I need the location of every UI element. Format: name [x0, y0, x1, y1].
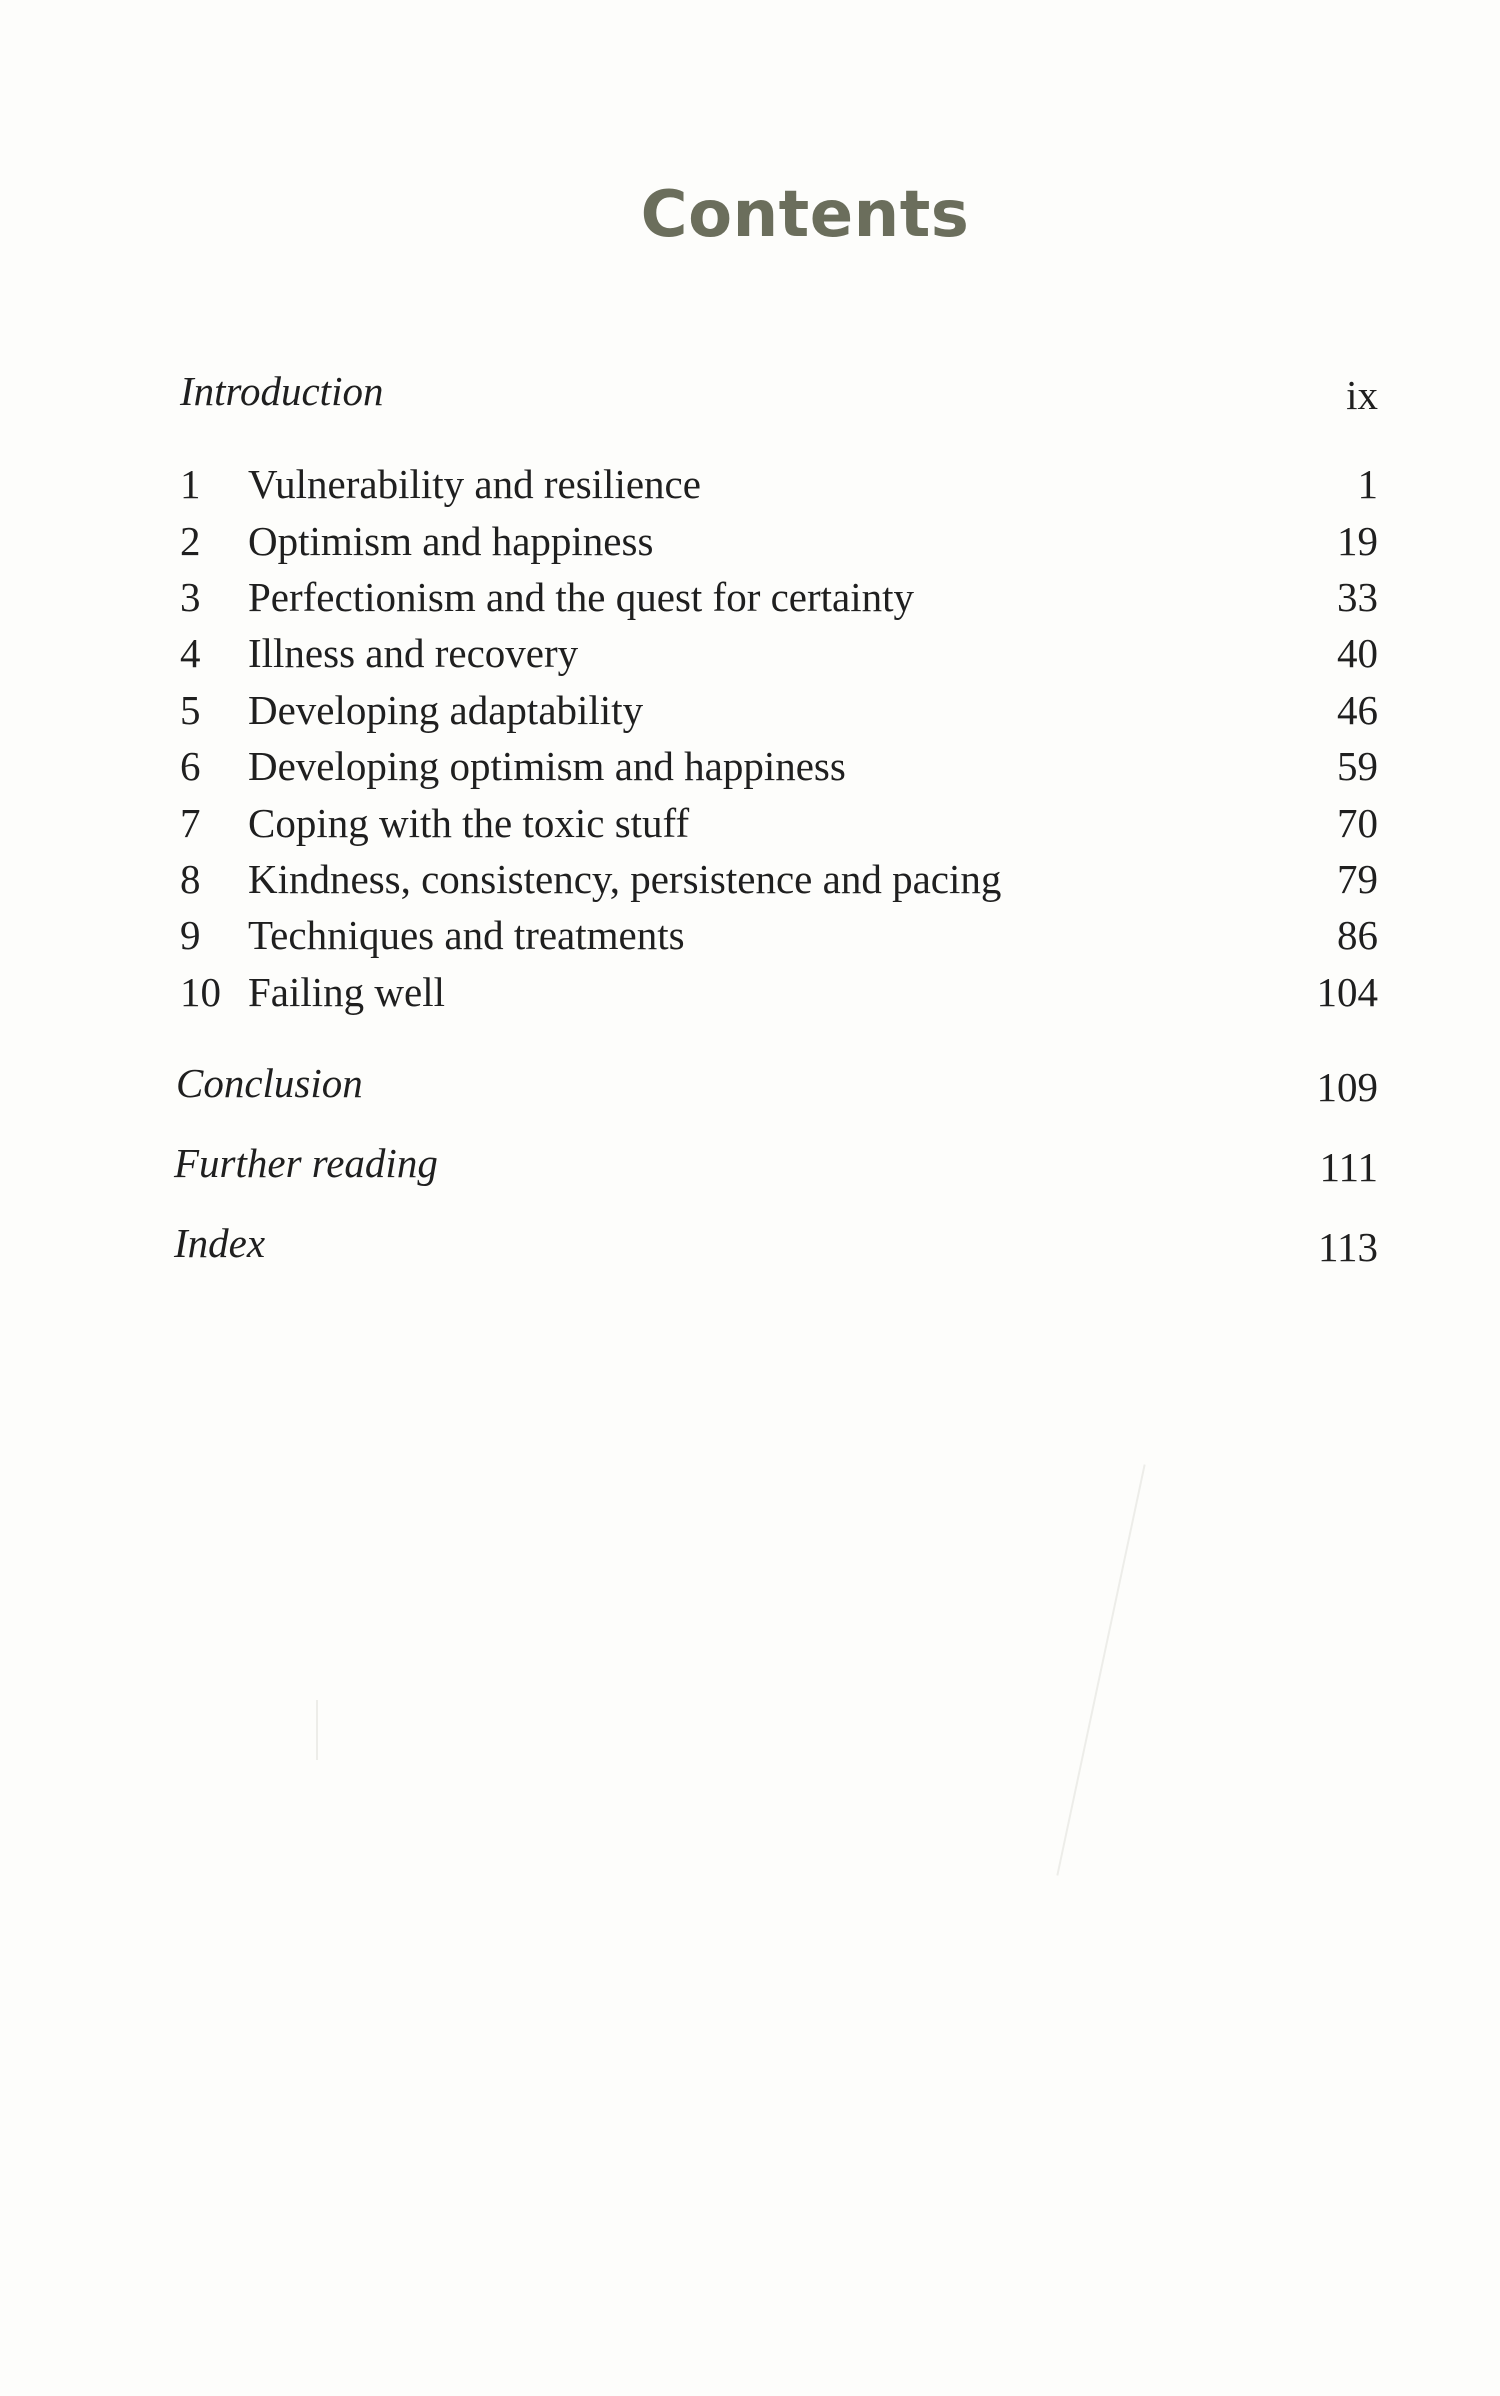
chapter-title: Illness and recovery: [248, 630, 579, 676]
chapter-number: 7: [180, 800, 201, 846]
chapter-number: 5: [180, 687, 201, 733]
chapter-page: 104: [1316, 969, 1378, 1015]
chapter-number: 4: [180, 630, 201, 676]
toc-chapter-row: [0, 793, 1500, 853]
chapter-page: 59: [1337, 743, 1378, 789]
chapter-page: 86: [1337, 912, 1378, 958]
toc-chapter-row: [0, 623, 1500, 683]
chapter-page: 70: [1337, 800, 1378, 846]
chapter-number: 6: [180, 743, 201, 789]
chapter-title: Optimism and happiness: [248, 518, 654, 564]
chapter-number: 1: [180, 461, 201, 507]
toc-entry-label: Further reading: [174, 1140, 438, 1186]
toc-chapter-row: [0, 511, 1500, 571]
chapter-number: 3: [180, 574, 201, 620]
toc-chapter-row: [0, 849, 1500, 909]
toc-chapter-row: [0, 680, 1500, 740]
toc-entry-introduction: [0, 361, 1500, 421]
toc-chapter-row: [0, 454, 1500, 514]
chapter-title: Coping with the toxic stuff: [248, 800, 690, 846]
toc-entry-page: 109: [1316, 1064, 1378, 1110]
chapter-page: 1: [1357, 461, 1378, 507]
toc-entry-further-reading: [0, 1133, 1500, 1193]
toc-entry-index: [0, 1213, 1500, 1273]
toc-entry-page: 113: [1318, 1224, 1378, 1270]
chapter-number: 10: [180, 969, 221, 1015]
chapter-page: 40: [1337, 630, 1378, 676]
chapter-page: 79: [1337, 856, 1378, 902]
scan-artifact: [1056, 1464, 1145, 1875]
toc-entry-page: 111: [1319, 1144, 1378, 1190]
toc-entry-conclusion: [0, 1053, 1500, 1113]
toc-entry-label: Index: [174, 1220, 266, 1266]
chapter-title: Techniques and treatments: [248, 912, 685, 958]
chapter-number: 9: [180, 912, 201, 958]
toc-chapter-row: [0, 736, 1500, 796]
toc-chapter-row: [0, 567, 1500, 627]
chapter-title: Kindness, consistency, persistence and pacing: [248, 856, 1002, 902]
chapter-number: 2: [180, 518, 201, 564]
toc-entry-page: ix: [1346, 372, 1378, 418]
chapter-title: Developing adaptability: [248, 687, 644, 733]
chapter-title: Vulnerability and resilience: [248, 461, 701, 507]
toc-chapter-row: [0, 905, 1500, 965]
chapter-number: 8: [180, 856, 201, 902]
chapter-title: Developing optimism and happiness: [248, 743, 846, 789]
chapter-page: 46: [1337, 687, 1378, 733]
page-title: Contents: [640, 178, 970, 252]
chapter-page: 33: [1337, 574, 1378, 620]
scan-artifact: [316, 1700, 318, 1760]
toc-entry-label: Conclusion: [176, 1060, 363, 1106]
toc-chapter-row: [0, 962, 1500, 1022]
chapter-page: 19: [1337, 518, 1378, 564]
toc-entry-label: Introduction: [180, 368, 384, 414]
chapter-title: Failing well: [248, 969, 446, 1015]
chapter-title: Perfectionism and the quest for certainty: [248, 574, 915, 620]
